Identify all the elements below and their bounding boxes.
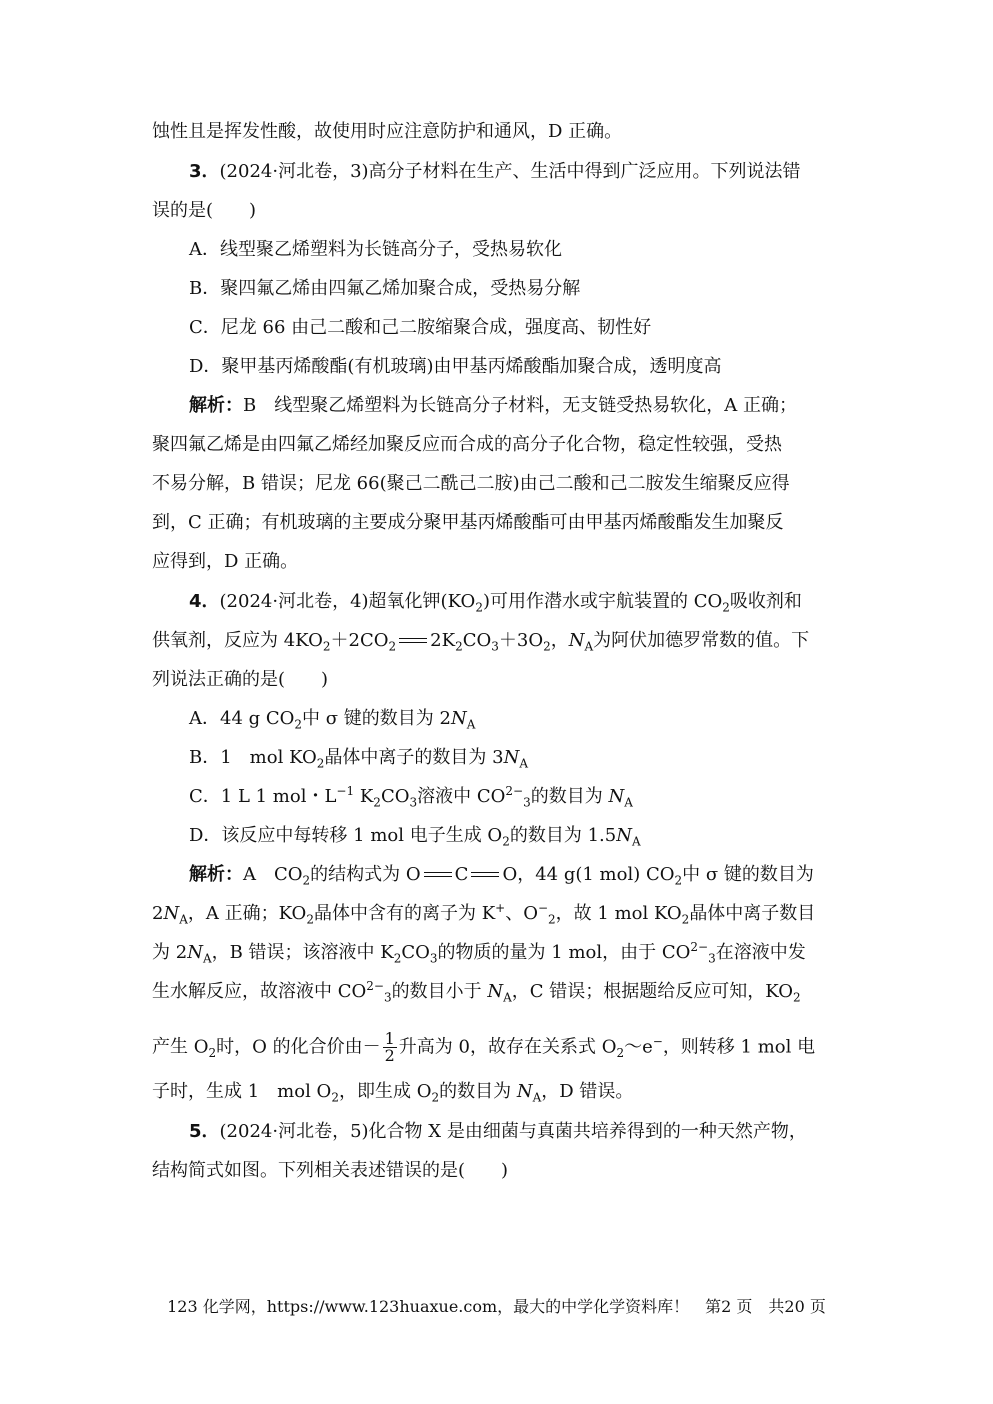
- text-line: 生水解反应，故溶液中 $CO^{2-}_3$的数目小于 $N_A$，C 错误；根据题给反应可知，$KO_2$: [152, 979, 801, 1005]
- text-line: 聚四氟乙烯是由四氟乙烯经加聚反应而合成的高分子化合物，稳定性较强，受热: [152, 434, 782, 455]
- text-line: 结构简式如图。下列相关表述错误的是( ): [152, 1160, 509, 1181]
- analysis-q4: 解析：A $CO_2$的结构式为 O C O，44 g(1 mol) $CO_2$中 σ 键的数目为: [189, 864, 814, 888]
- option-d: D．该反应中每转移 1 mol 电子生成 $O_2$的数目为 $1.5N_A$: [189, 825, 641, 849]
- page-footer: 123 化学网，https://www.123huaxue.com，最大的中学化学资料库！ 第2 页 共20 页: [167, 1297, 826, 1316]
- text-line: $2N_A$，A 正确；$KO_2$晶体中含有的离子为 K+、$O^-_2$，故 1 mol $KO_2$晶体中离子数目: [152, 901, 816, 927]
- option-a: A．线型聚乙烯塑料为长链高分子，受热易软化: [189, 239, 562, 260]
- text-line: 蚀性且是挥发性酸，故使用时应注意防护和通风，D 正确。: [152, 121, 623, 142]
- option-c: C．1 L 1 mol・$L^{-1}$ $K_2CO_3$溶液中 $CO^{2-}_3$的数目为 $N_A$: [189, 784, 633, 810]
- option-d: D．聚甲基丙烯酸酯(有机玻璃)由甲基丙烯酸酯加聚合成，透明度高: [189, 356, 722, 377]
- fraction-one-half: $\frac{1}{2}$: [384, 1029, 395, 1065]
- equals-sign: [399, 636, 427, 646]
- text-line: 子时，生成 1 mol $O_2$，即生成 $O_2$的数目为 $N_A$，D 错误。: [152, 1081, 634, 1105]
- question-5-stem: 5．(2024·河北卷，5)化合物 X 是由细菌与真菌共培养得到的一种天然产物，: [189, 1121, 807, 1142]
- text-line: 不易分解，B 错误；尼龙 66(聚己二酰己二胺)由己二酸和己二胺发生缩聚反应得: [152, 473, 790, 494]
- text-line: 应得到，D 正确。: [152, 551, 299, 572]
- double-bond: [424, 870, 452, 880]
- option-a: A．44 g $CO_2$中 σ 键的数目为 $2N_A$: [189, 708, 476, 732]
- question-3-stem: 3．(2024·河北卷，3)高分子材料在生产、生活中得到广泛应用。下列说法错: [189, 161, 801, 182]
- option-c: C．尼龙 66 由己二酸和己二胺缩聚合成，强度高、韧性好: [189, 317, 652, 338]
- double-bond: [471, 870, 499, 880]
- question-4-stem: 4．(2024·河北卷，4)超氧化钾$(KO_2)$可用作潜水或宇航装置的 $CO_2$吸收剂和: [189, 591, 802, 615]
- option-b: B．1 mol $KO_2$晶体中离子的数目为 $3N_A$: [189, 747, 529, 771]
- analysis-q3: 解析：B 线型聚乙烯塑料为长链高分子材料，无支链受热易软化，A 正确；: [189, 395, 797, 416]
- text-line: 到，C 正确；有机玻璃的主要成分聚甲基丙烯酸酯可由甲基丙烯酸酯发生加聚反: [152, 512, 784, 533]
- text-line: 误的是( ): [152, 200, 257, 221]
- reaction-equation: 供氧剂，反应为 $4KO_2+2CO_2$ $2K_2CO_3+3O_2$，$N_A$为阿伏加德罗常数的值。下: [152, 630, 810, 654]
- text-line: 列说法正确的是( ): [152, 669, 329, 690]
- text-line: 产生 $O_2$时，O 的化合价由－ $\frac{1}{2}$ 升高为 0，故存在关系式 $O_2\sim e^-$，则转移 1 mol 电: [152, 1029, 816, 1065]
- option-b: B．聚四氟乙烯由四氟乙烯加聚合成，受热易分解: [189, 278, 581, 299]
- text-line: 为 $2N_A$，B 错误；该溶液中 $K_2CO_3$的物质的量为 1 mol，由于 $CO^{2-}_3$在溶液中发: [152, 940, 806, 966]
